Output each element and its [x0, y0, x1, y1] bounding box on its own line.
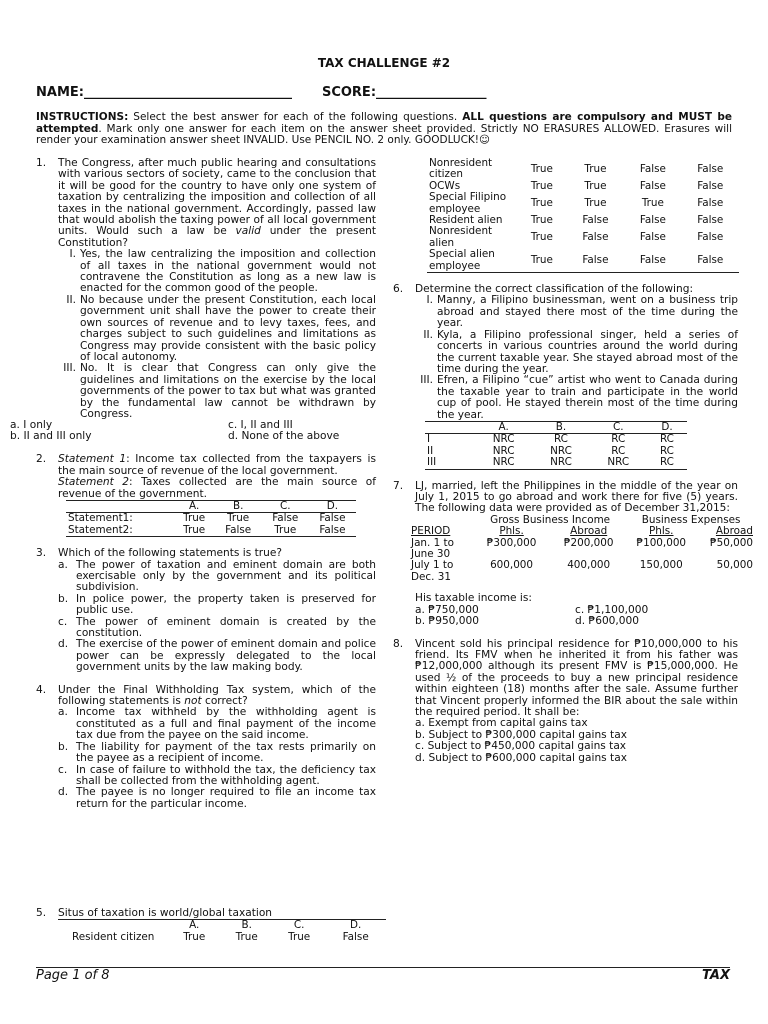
- q8-option-b: b. Subject to ₱300,000 capital gains tax: [415, 728, 627, 741]
- table-row: Statement1: True True False False: [68, 512, 346, 525]
- instructions: INSTRUCTIONS: Select the best answer for each of the following questions. ALL questions are compulsory and MUST be attempted. Mark only one answer for each item on the answer sheet provided. Strictly NO ERASURES ALLOWED. Erasures will render your examination answer sheet INVALID. Use PENCIL NO. 2 only. GOODLUCK!☺: [36, 111, 732, 147]
- q7-option-a: a. ₱750,000: [415, 603, 479, 616]
- page-number: Page 1 of 8: [36, 968, 110, 983]
- table-row: Resident citizen True True True False: [72, 930, 369, 943]
- q5-table-continued: [427, 158, 739, 273]
- q4-option-a: a. Income tax withheld by the withholding agent is constituted as a full and final payment of the income tax due from the payee on the said income.: [58, 706, 376, 742]
- q3-option-d: d. The exercise of the power of eminent domain and police power can be expressly delegated to the local government units by the law making body.: [58, 638, 376, 674]
- q8-option-c: c. Subject to ₱450,000 capital gains tax: [415, 740, 627, 753]
- name-field: NAME:________________________________: [36, 85, 292, 100]
- q6-table: A. B. C. D. I NRC RC RC RC II NRC NRC RC RC III NRC NRC NRC RC: [425, 421, 687, 470]
- q6-roman-1: I. Manny, a Filipino businessman, went on a business trip abroad and stayed there most of the time during the year.: [426, 294, 738, 330]
- question-5: 5. Situs of taxation is world/global taxation A. B. C. D. Resident citizen True True True False: [36, 908, 386, 943]
- q4-option-b: b. The liability for payment of the tax rests primarily on the payee as a recipient of income.: [58, 740, 376, 765]
- q1-roman-2: II. No because under the present Constitution, each local government unit shall have the power to create their own sources of revenue and to levy taxes, fees, and charges subject to such guidelines and limitations as Congress may provide consistent with the basic policy of local autonomy.: [66, 293, 376, 363]
- question-1: 1. The Congress, after much public hearing and consultations with various sectors of society, came to the conclusion that it will be good for the country to have only one system of taxation by centralizing the imposition and collection of all taxes in the national government. Accordingly, passed law that would abolish the taxing power of all local government units. Would such a law be valid under the present Constitution? I. Yes, the law centralizing the imposition and collection of all taxes in the national government would not contravene the Constitution as long as a new law is enacted for the common good of the people. II. No because under the present Constitution, each local government unit shall have the power to create their own sources of revenue and to levy taxes, fees, and charges subject to such guidelines and limitations as Congress may provide consistent with the basic policy of local autonomy. III. No. It is clear that Congress can only give the guidelines and limitations on the exercise by the local governments of the power to tax but what was granted by the fundamental law cannot be withdrawn by Congress.: [36, 157, 376, 420]
- question-2: 2. Statement 1: Income tax collected from the taxpayers is the main source of revenue of the local government. Statement 2: Taxes collected are the main source of revenue of the government. A. B. C. D. Statement1: True True False False Statement2: True False True False: [36, 453, 376, 536]
- table-row: OCWs True True False False: [429, 179, 724, 192]
- footer-subject: TAX: [702, 968, 730, 983]
- right-column: [393, 157, 753, 764]
- q3-option-c: c. The power of eminent domain is created by the constitution.: [58, 615, 376, 640]
- question-1-text: The Congress, after much public hearing and consultations with various sectors of society, came to the conclusion that it will be good for the country to have only one system of taxation by centralizing the imposition and collection of all taxes in the national government. Accordingly, passed law that would abolish the taxing power of all local government units. Would such a law be valid under the present Constitution?: [58, 157, 376, 249]
- instructions-label: INSTRUCTIONS:: [36, 111, 129, 123]
- table-row: Statement2: True False True False: [66, 525, 356, 537]
- q8-option-d: d. Subject to ₱600,000 capital gains tax: [415, 751, 627, 764]
- table-row: Special Filipino employee True True True False: [429, 191, 724, 215]
- q6-roman-3: III. Efren, a Filipino “cue” artist who went to Canada during the taxable year to train and participate in the world cup of pool. He stayed therein most of the time during the year.: [420, 374, 738, 421]
- name-score-row: [36, 87, 736, 98]
- q1-option-a: a. I only: [10, 419, 53, 432]
- page-footer: [36, 967, 730, 981]
- score-field: SCORE:_________________: [321, 85, 487, 100]
- q1-option-c: c. I, II and III: [228, 419, 293, 432]
- left-column: [10, 157, 376, 810]
- q7-option-b: b. ₱950,000: [415, 614, 480, 627]
- table-row: III NRC NRC NRC RC: [425, 457, 687, 469]
- q6-roman-2: II. Kyla, a Filipino professional singer, held a series of concerts in various countries around the world during the current taxable year. She stayed abroad most of the time during the year.: [423, 328, 738, 375]
- question-8: 8. Vincent sold his principal residence for ₱10,000,000 to his friend. Its FMV when he inherited it from his father was ₱12,000,000 although its present FMV is ₱15,000,000. He used ½ of the proceeds to buy a new principal residence within eighteen (18) months after the sale. Assume further that Vincent properly informed the BIR about the sale within the required period. It shall be: a. Exempt from capital gains tax b. Subject to ₱300,000 capital gains tax c. Subject to ₱450,000 capital gains tax d. Subject to ₱600,000 capital gains tax: [393, 637, 738, 764]
- table-row: Special alien employee True False False False: [427, 249, 739, 272]
- question-6: 6. Determine the correct classification of the following: I. Manny, a Filipino businessman, went on a business trip abroad and stayed there most of the time during the year. II. Kyla, a Filipino professional singer, held a series of concerts in various countries around the world during the current taxable year. She stayed abroad most of the time during the year. III. Efren, a Filipino “cue” artist who went to Canada during the taxable year to train and participate in the world cup of pool. He stayed therein most of the time during the year. A. B. C. D. I NRC RC RC RC II NRC NRC RC RC III NRC NRC NRC RC: [393, 283, 738, 469]
- table-row: I NRC RC RC RC: [427, 433, 674, 446]
- q2-table: A. B. C. D. Statement1: True True False False Statement2: True False True False: [66, 500, 356, 537]
- q4-option-d: d. The payee is no longer required to file an income tax return for the particular income.: [58, 786, 376, 810]
- table-row: Nonresident citizen True True False False: [429, 157, 724, 181]
- q7-question: His taxable income is:: [415, 592, 532, 605]
- q7-option-d: d. ₱600,000: [575, 614, 640, 627]
- question-3: 3. Which of the following statements is true? a. The power of taxation and eminent domain are both exercisable only by the government and its political subdivision. b. In police power, the property taken is preserved for public use. c. The power of eminent domain is created by the constitution. d. The exercise of the power of eminent domain and police power can be expressly delegated to the local government units by the law making body.: [36, 547, 376, 674]
- q1-roman-3: III. No. It is clear that Congress can only give the guidelines and limitations on the exercise by the local governments of the power to tax but what was granted by the fundamental law cannot be withdrawn by Congress.: [63, 362, 376, 420]
- table-row: II NRC NRC RC RC: [427, 444, 674, 457]
- table-row: Resident alien True False False False: [429, 214, 724, 227]
- q3-option-a: a. The power of taxation and eminent domain are both exercisable only by the government and its political subdivision.: [58, 558, 376, 594]
- q7-table: Gross Business Income Business Expenses PERIOD Phls. Abroad Phls. Abroad Jan. 1 to June 30 ₱300,000 ₱200,000 ₱100,000 ₱50,000 July 1 to Dec. 31 600,000 400,000 150,000 50,000: [411, 513, 753, 583]
- q8-option-a: a. Exempt from capital gains tax: [415, 717, 588, 730]
- q7-option-c: c. ₱1,100,000: [575, 603, 649, 616]
- q1-option-d: d. None of the above: [228, 430, 340, 443]
- question-7: 7. LJ, married, left the Philippines in the middle of the year on July 1, 2015 to go abroad and work there for five (5) years. The following data were provided as of December 31,2015:: [393, 479, 738, 515]
- q3-option-b: b. In police power, the property taken is preserved for public use.: [58, 592, 376, 617]
- q1-roman-1: I. Yes, the law centralizing the imposition and collection of all taxes in the national government would not contravene the Constitution as long as a new law is enacted for the common good of the people.: [69, 248, 376, 295]
- q1-options: [10, 420, 376, 443]
- table-row: Jan. 1 to June 30 ₱300,000 ₱200,000 ₱100,000 ₱50,000: [411, 536, 753, 560]
- table-row: July 1 to Dec. 31 600,000 400,000 150,000 50,000: [411, 559, 753, 583]
- page-title: TAX CHALLENGE #2: [317, 56, 451, 70]
- q7-options: [415, 605, 738, 628]
- table-row: Nonresident alien True False False False: [429, 225, 724, 249]
- q5-table: A. B. C. D. Resident citizen True True True False: [58, 919, 386, 943]
- question-4: 4. Under the Final Withholding Tax system, which of the following statements is not correct? a. Income tax withheld by the withholding agent is constituted as a full and final payment of the income tax due from the payee on the said income. b. The liability for payment of the tax rests primarily on the payee as a recipient of income. c. In case of failure to withhold the tax, the deficiency tax shall be collected from the withholding agent. d. The payee is no longer required to file an income tax return for the particular income.: [36, 683, 376, 810]
- q4-option-c: c. In case of failure to withhold the tax, the deficiency tax shall be collected from the withholding agent.: [58, 763, 376, 787]
- q1-option-b: b. II and III only: [10, 430, 92, 443]
